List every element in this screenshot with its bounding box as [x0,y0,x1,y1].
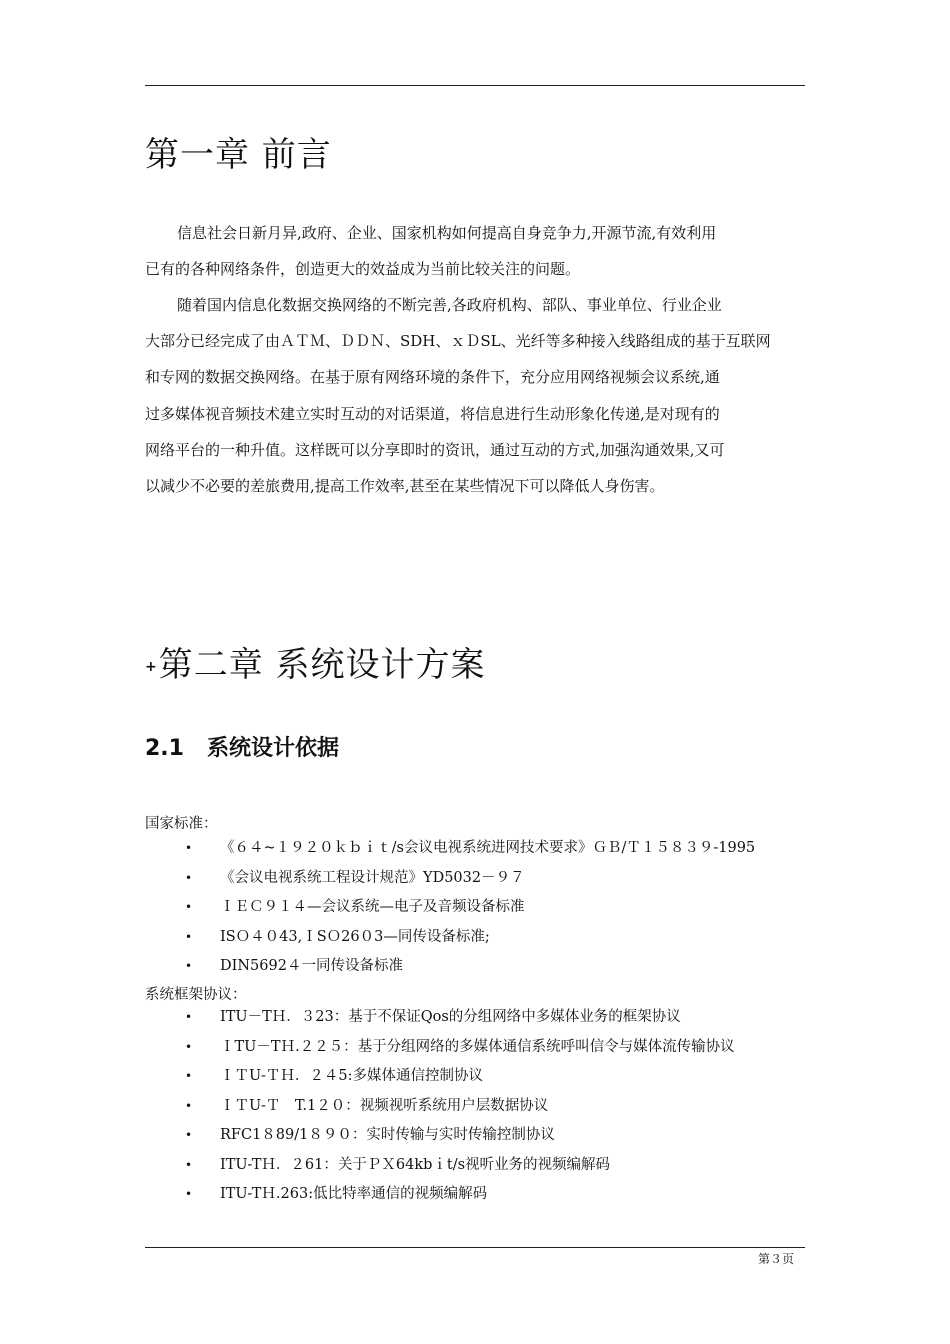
footer-rule [145,1247,805,1248]
chapter-2-title-text: 第二章 系统设计方案 [158,645,486,685]
list-item-text: 《会议电视系统工程设计规范》YD5032－９７ [220,869,525,886]
list-item-text: ＩＴU-Ｔ T.1２０：视频视听系统用户层数据协议 [220,1097,549,1114]
intro-paragraph-2 [145,287,807,504]
bullet-icon: • [185,1010,193,1024]
section-title: 系统设计依据 [207,736,340,761]
framework-protocols-label: 系统框架协议： [145,987,247,1003]
bullet-icon: • [185,929,193,944]
bullet-icon: • [185,1128,193,1142]
header-rule [145,85,805,86]
list-item-text: ISＯ４０43,ＩSＯ26０3—同传设备标准; [220,928,490,945]
paragraph-line: 以减少不必要的差旅费用,提高工作效率,甚至在某些情况下可以降低人身伤害。 [145,477,665,496]
paragraph-line: 已有的各种网络条件，创造更大的效益成为当前比较关注的问题。 [145,260,581,279]
list-item-text: ITU-TＨ.263:低比特率通信的视频编解码 [220,1186,488,1202]
list-item-text: ITU－TＨ．３23：基于不保证Qos的分组网络中多媒体业务的框架协议 [220,1009,681,1025]
bullet-icon: • [185,1098,193,1113]
paragraph-line: 过多媒体视音频技术建立实时互动的对话渠道，将信息进行生动形象化传递,是对现有的 [145,404,720,423]
bullet-icon: • [185,1039,193,1054]
paragraph-line: 网络平台的一种升值。这样既可以分享即时的资讯，通过互动的方式,加强沟通效果,又可 [145,440,725,459]
bullet-icon: • [185,1157,193,1172]
bullet-icon: • [185,841,193,855]
section-heading [145,731,339,762]
list-item-text: ITU-TＨ．２61：关于ＰＸ64kbｉt/s视听业务的视频编解码 [220,1156,611,1173]
list-item-text: ＩＥＣ９１４—会议系统—电子及音频设备标准 [220,899,525,915]
paragraph-line: 和专网的数据交换网络。在基于原有网络环境的条件下，充分应用网络视频会议系统,通 [145,368,720,387]
list-item-text: ＩTU－TＨ.２２５：基于分组网络的多媒体通信系统呼叫信令与媒体流传输协议 [220,1038,735,1055]
list-item-text: 《６４~１９２０ｋｂｉｔ/s会议电视系统进网技术要求》ＧＢ/Ｔ１５８３９-1995 [220,840,756,856]
list-item-text: ＩＴU-ＴＨ．２４5:多媒体通信控制协议 [220,1068,483,1084]
paragraph-anchor-icon: + [145,658,158,675]
bullet-icon: • [185,959,193,973]
chapter-1-title: 第一章 前言 [145,135,332,175]
intro-paragraph-1 [145,215,807,287]
chapter-2-title [145,637,486,686]
paragraph-line: 信息社会日新月异,政府、企业、国家机构如何提高自身竞争力,开源节流,有效利用 [177,224,717,242]
paragraph-line: 大部分已经完成了由ＡＴＭ、ＤＤＮ、SDH、ｘＤSL、光纤等多种接入线路组成的基于互联网 [145,332,771,351]
bullet-icon: • [185,870,193,885]
bullet-icon: • [185,1187,193,1201]
page-number: 第３页 [758,1252,795,1266]
paragraph-line: 随着国内信息化数据交换网络的不断完善,各政府机构、部队、事业单位、行业企业 [177,296,722,314]
bullet-icon: • [185,900,193,914]
bullet-icon: • [185,1069,193,1083]
national-standards-label: 国家标准： [145,816,218,832]
section-number: 2.1 [145,736,184,761]
list-item-text: DIN5692４一同传设备标准 [220,958,403,974]
list-item-text: RFC1８89/1８９０：实时传输与实时传输控制协议 [220,1127,555,1143]
